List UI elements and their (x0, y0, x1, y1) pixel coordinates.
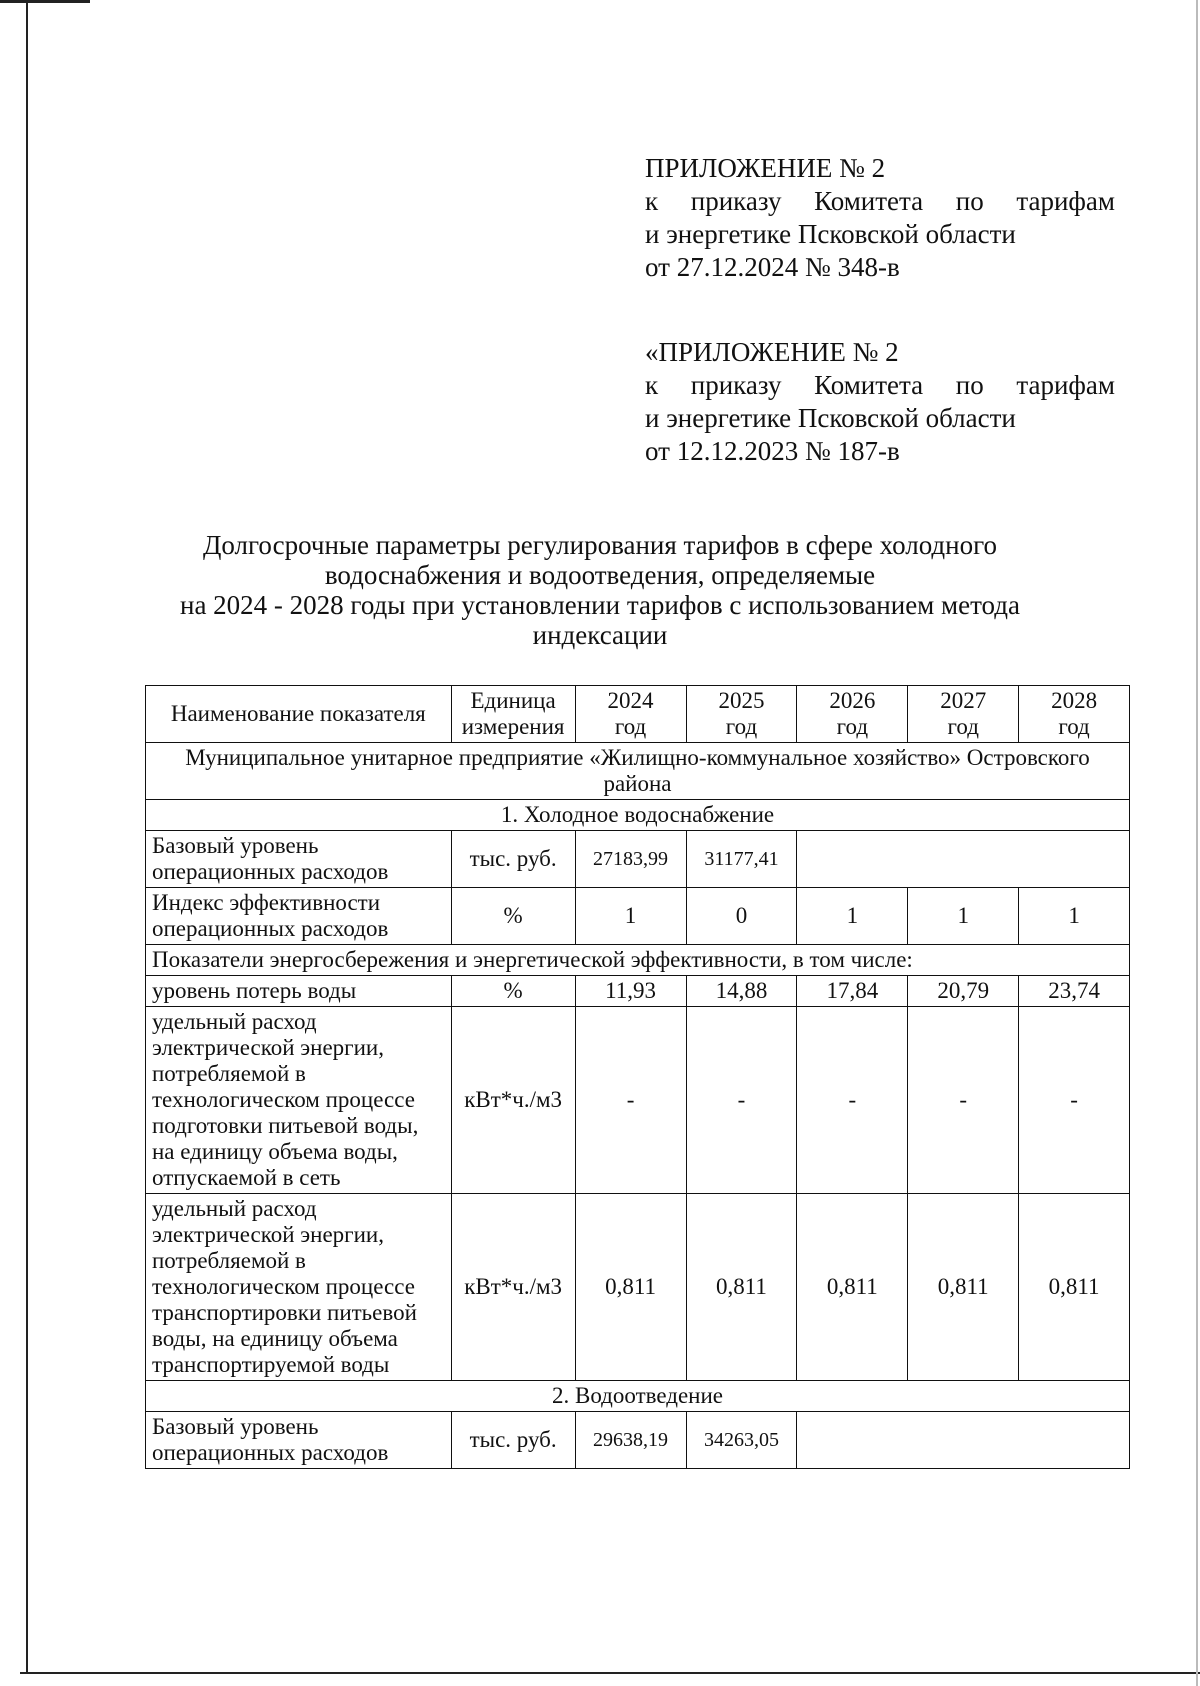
header-year (797, 686, 908, 743)
row-value: 0,811 (575, 1194, 686, 1381)
table-row (146, 888, 1130, 945)
title-line: индексации (532, 620, 668, 650)
table-row (146, 976, 1130, 1007)
row-name: уровень потерь воды (146, 976, 452, 1007)
header-name: Наименование показателя (146, 686, 452, 743)
row-value: - (686, 1007, 797, 1194)
organization-name: Муниципальное унитарное предприятие «Жилищно-коммунальное хозяйство» Островского района (146, 743, 1130, 800)
appendix-current-header (645, 152, 1115, 284)
row-unit: тыс. руб. (451, 1412, 575, 1469)
header-year-suffix: год (725, 714, 758, 739)
row-value-empty (797, 831, 1130, 888)
appendix-committee: и энергетике Псковской области (645, 403, 1016, 433)
table-row (146, 831, 1130, 888)
title-line: на 2024 - 2028 годы при установлении тарифов с использованием метода (180, 590, 1020, 620)
row-value: 1 (797, 888, 908, 945)
row-value: 31177,41 (686, 831, 797, 888)
organization-row (146, 743, 1130, 800)
energy-heading-row (146, 945, 1130, 976)
scan-edge-right (1196, 0, 1198, 1686)
row-value: 23,74 (1019, 976, 1130, 1007)
row-value: 27183,99 (575, 831, 686, 888)
row-name: Индекс эффективности операционных расходов (146, 888, 452, 945)
header-year-number: 2028 (1051, 688, 1098, 713)
row-value: 34263,05 (686, 1412, 797, 1469)
section-title-water: 1. Холодное водоснабжение (146, 800, 1130, 831)
row-value: 11,93 (575, 976, 686, 1007)
row-value: 1 (575, 888, 686, 945)
scan-edge-bottom (20, 1672, 1200, 1674)
row-unit: кВт*ч./м3 (451, 1194, 575, 1381)
appendix-order-ref: к приказу Комитета по тарифам (645, 370, 1115, 400)
header-year-number: 2024 (607, 688, 654, 713)
row-value: - (575, 1007, 686, 1194)
table-row (146, 1007, 1130, 1194)
row-unit: кВт*ч./м3 (451, 1007, 575, 1194)
section-row (146, 800, 1130, 831)
row-name: Базовый уровень операционных расходов (146, 831, 452, 888)
row-value: 20,79 (908, 976, 1019, 1007)
row-value: - (908, 1007, 1019, 1194)
row-value: 0,811 (686, 1194, 797, 1381)
row-name: Базовый уровень операционных расходов (146, 1412, 452, 1469)
row-value: 1 (908, 888, 1019, 945)
row-value: 0 (686, 888, 797, 945)
appendix-committee: и энергетике Псковской области (645, 219, 1016, 249)
row-value: - (1019, 1007, 1130, 1194)
row-value: - (797, 1007, 908, 1194)
row-name: удельный расход электрической энергии, потребляемой в технологическом процессе подготовки питьевой воды, на единицу объема воды, отпускаемой в сеть (146, 1007, 452, 1194)
row-unit: % (451, 888, 575, 945)
title-line: Долгосрочные параметры регулирования тарифов в сфере холодного (202, 530, 998, 560)
header-year-number: 2025 (718, 688, 765, 713)
document-title (160, 530, 1040, 650)
table-header-row (146, 686, 1130, 743)
table-row (146, 1412, 1130, 1469)
header-unit (451, 686, 575, 743)
row-value: 14,88 (686, 976, 797, 1007)
row-value: 0,811 (797, 1194, 908, 1381)
appendix-previous-header (645, 336, 1115, 468)
row-value: 1 (1019, 888, 1130, 945)
scan-edge-left (26, 0, 28, 1672)
energy-heading: Показатели энергосбережения и энергетической эффективности, в том числе: (146, 945, 1130, 976)
row-value: 29638,19 (575, 1412, 686, 1469)
header-year-number: 2027 (940, 688, 987, 713)
header-year-number: 2026 (829, 688, 876, 713)
header-year (686, 686, 797, 743)
appendix-title: «ПРИЛОЖЕНИЕ № 2 (645, 337, 899, 367)
title-line: водоснабжения и водоотведения, определяемые (324, 560, 876, 590)
row-unit: % (451, 976, 575, 1007)
header-year (1019, 686, 1130, 743)
appendix-date-number: от 27.12.2024 № 348-в (645, 252, 900, 282)
appendix-date-number: от 12.12.2023 № 187-в (645, 436, 900, 466)
row-value: 17,84 (797, 976, 908, 1007)
section-row (146, 1381, 1130, 1412)
section-title-sewage: 2. Водоотведение (146, 1381, 1130, 1412)
header-unit-line: Единица (470, 688, 556, 713)
header-unit-line: измерения (461, 714, 565, 739)
header-year-suffix: год (947, 714, 979, 739)
header-year (908, 686, 1019, 743)
row-unit: тыс. руб. (451, 831, 575, 888)
header-year-suffix: год (614, 714, 647, 739)
scan-edge-top (0, 0, 90, 3)
header-year-suffix: год (1058, 714, 1090, 739)
row-name: удельный расход электрической энергии, потребляемой в технологическом процессе транспортировки питьевой воды, на единицу объема транспортируемой воды (146, 1194, 452, 1381)
header-year-suffix: год (836, 714, 869, 739)
appendix-order-ref: к приказу Комитета по тарифам (645, 186, 1115, 216)
row-value: 0,811 (1019, 1194, 1130, 1381)
header-year (575, 686, 686, 743)
row-value-empty (797, 1412, 1130, 1469)
appendix-title: ПРИЛОЖЕНИЕ № 2 (645, 153, 886, 183)
table-row (146, 1194, 1130, 1381)
parameters-table (145, 685, 1130, 1469)
row-value: 0,811 (908, 1194, 1019, 1381)
